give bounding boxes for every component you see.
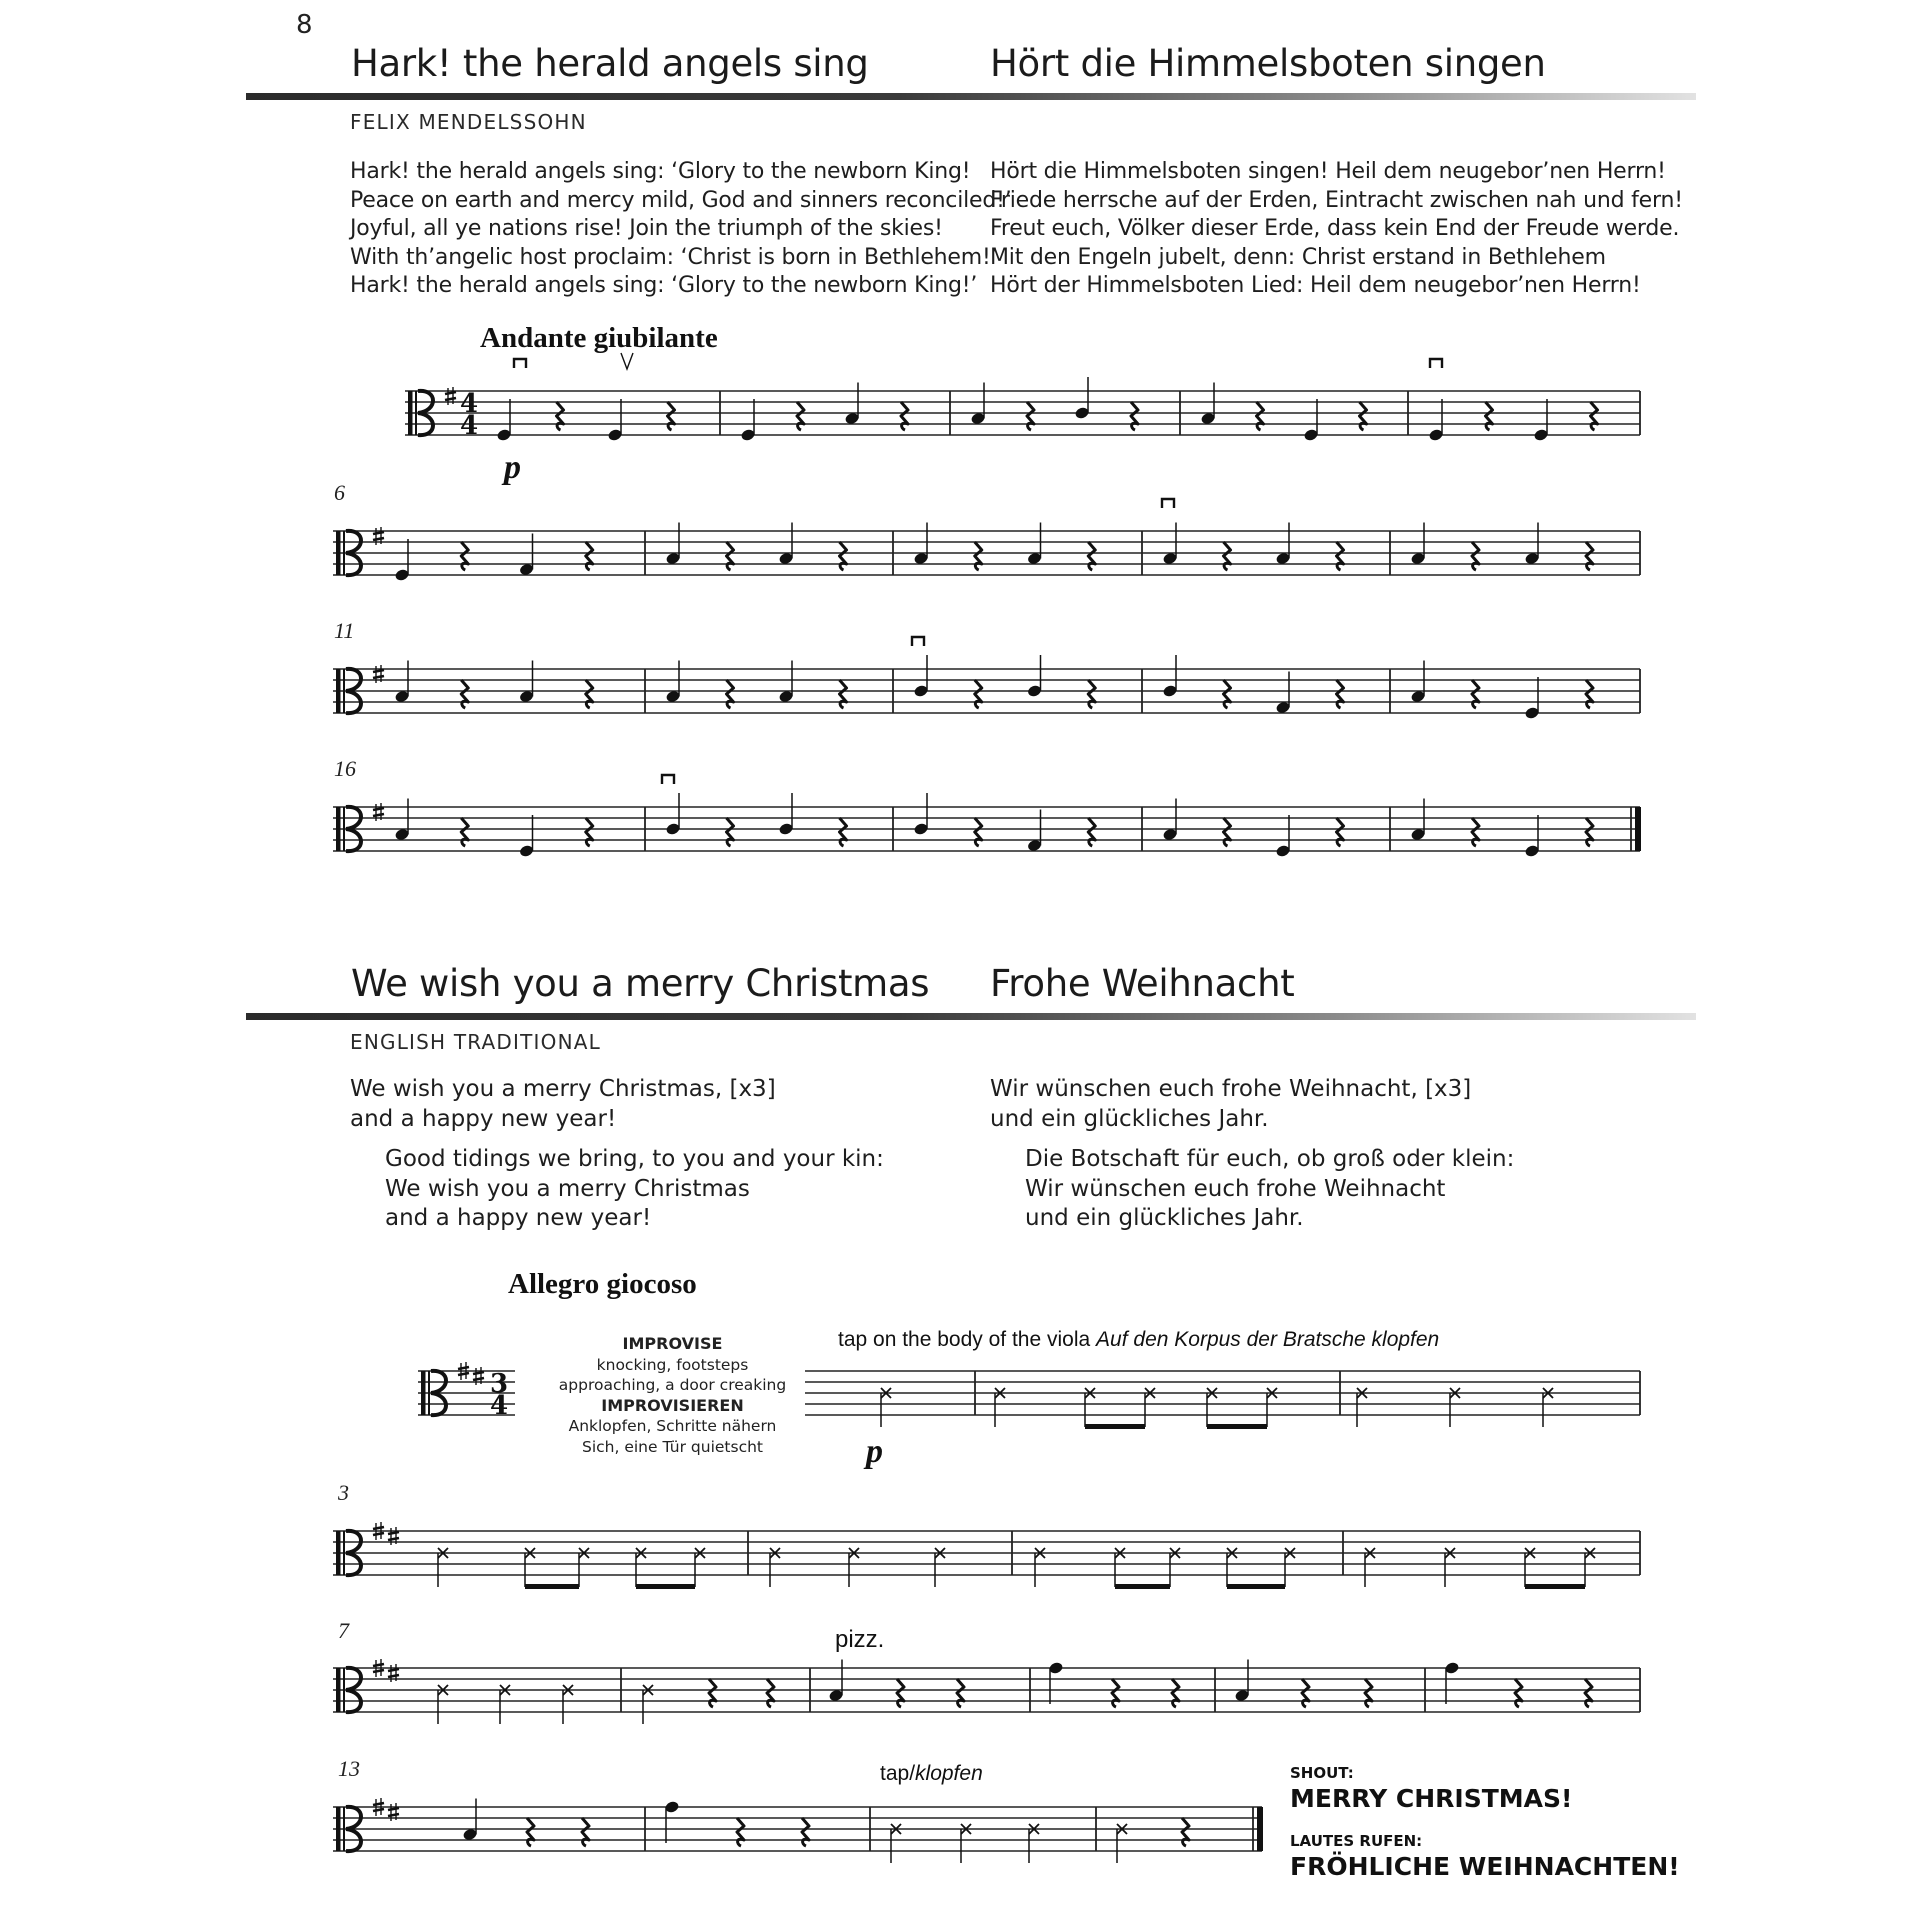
improvise-line: Sich, eine Tür quietscht: [581, 1437, 764, 1456]
sharp-sign: [373, 1670, 384, 1672]
lyric-line: Friede herrsche auf der Erden, Eintracht zwischen nah und fern!: [990, 187, 1683, 213]
quarter-rest: [1182, 1818, 1189, 1846]
alto-clef: [421, 1371, 426, 1415]
sharp-sign: [373, 1803, 384, 1805]
lyric-line: Good tidings we bring, to you and your kin:: [385, 1146, 884, 1172]
quarter-rest: [1586, 542, 1593, 570]
quarter-rest: [1131, 402, 1138, 430]
down-bow-marking: [662, 775, 674, 784]
down-bow-marking: [514, 359, 526, 368]
lyric-line: We wish you a merry Christmas, [x3]: [350, 1076, 776, 1102]
quarter-rest: [727, 818, 734, 846]
improvise-line: knocking, footsteps: [596, 1355, 749, 1374]
quarter-rest: [1088, 680, 1095, 708]
quarter-rest: [586, 818, 593, 846]
beam: [1115, 1584, 1170, 1589]
quarter-rest: [1591, 402, 1598, 430]
alto-clef: [343, 531, 345, 575]
quarter-rest: [840, 680, 847, 708]
sharp-sign: [373, 814, 384, 816]
alto-clef: [343, 1668, 345, 1712]
quarter-rest: [1585, 1679, 1592, 1707]
alto-clef: [343, 807, 345, 851]
quarter-rest: [709, 1679, 716, 1707]
lyric-line: Peace on earth and mercy mild, God and sinners reconciled!’: [350, 187, 1012, 213]
quarter-rest: [802, 1818, 809, 1846]
alto-clef: [336, 1807, 341, 1851]
page-number: 8: [296, 10, 313, 40]
quarter-rest: [1302, 1679, 1309, 1707]
lyric-line: Freut euch, Völker dieser Erde, dass kein End der Freude werde.: [990, 216, 1680, 241]
quarter-rest: [1224, 680, 1231, 708]
lyric-line: Wir wünschen euch frohe Weihnacht, [x3]: [990, 1076, 1472, 1102]
shout-text-de: FRÖHLICHE WEIHNACHTEN!: [1290, 1852, 1680, 1881]
song1-tempo: Andante giubilante: [480, 322, 718, 354]
sharp-sign: [373, 1533, 384, 1535]
quarter-rest: [586, 542, 593, 570]
quarter-rest: [840, 818, 847, 846]
tap-marking-en: tap/: [880, 1762, 916, 1785]
down-bow-marking: [912, 637, 924, 646]
lyric-line: und ein glückliches Jahr.: [1025, 1205, 1304, 1231]
tap-marking-de: klopfen: [915, 1762, 983, 1785]
quarter-rest: [975, 542, 982, 570]
lyric-line: und ein glückliches Jahr.: [990, 1105, 1269, 1132]
lyric-line: We wish you a merry Christmas: [385, 1175, 750, 1202]
sharp-sign: [373, 538, 384, 540]
lyric-line: and a happy new year!: [350, 1105, 617, 1132]
quarter-rest: [461, 818, 468, 846]
time-signature-glyph: 4: [490, 1391, 509, 1421]
quarter-rest: [957, 1679, 964, 1707]
quarter-rest: [1472, 542, 1479, 570]
quarter-rest: [527, 1818, 534, 1846]
alto-clef: [343, 1531, 345, 1575]
quarter-rest: [897, 1679, 904, 1707]
quarter-rest: [1027, 402, 1034, 430]
sharp-sign: [373, 1664, 384, 1666]
down-bow-marking: [1430, 359, 1442, 368]
up-bow-marking: [621, 353, 633, 369]
quarter-rest: [582, 1818, 589, 1846]
sharp-sign: [388, 1814, 399, 1816]
song1-title-de: Hört die Himmelsboten singen: [990, 42, 1546, 85]
measure-number: 13: [338, 1756, 360, 1781]
improvise-heading-de: IMPROVISIEREN: [601, 1395, 744, 1415]
alto-clef: [336, 807, 341, 851]
sharp-sign: [388, 1675, 399, 1677]
song1-title-en: Hark! the herald angels sing: [351, 42, 869, 85]
sharp-sign: [373, 532, 384, 534]
quarter-rest: [797, 402, 804, 430]
time-signature-glyph: 3: [490, 1369, 509, 1399]
improvise-line: Anklopfen, Schritte nähern: [568, 1417, 777, 1435]
sharp-sign: [458, 1373, 469, 1375]
song1-composer: FELIX MENDELSSOHN: [350, 110, 587, 134]
sharp-sign: [445, 392, 456, 394]
quarter-rest: [1088, 542, 1095, 570]
tap-instruction-de: Auf den Korpus der Bratsche klopfen: [1096, 1328, 1440, 1351]
quarter-rest: [1337, 680, 1344, 708]
lyric-line: Hört der Himmelsboten Lied: Heil dem neugebor’nen Herrn!: [990, 273, 1641, 298]
quarter-rest: [1257, 402, 1264, 430]
quarter-rest: [1112, 1679, 1119, 1707]
alto-clef: [336, 1531, 341, 1575]
lyric-line: Wir wünschen euch frohe Weihnacht: [1025, 1175, 1446, 1202]
improvise-heading-en: IMPROVISE: [622, 1334, 723, 1353]
quarter-rest: [840, 542, 847, 570]
shout-label-en: SHOUT:: [1290, 1764, 1354, 1782]
sharp-sign: [473, 1378, 484, 1380]
lyric-line: Hört die Himmelsboten singen! Heil dem neugebor’nen Herrn!: [990, 159, 1666, 184]
quarter-rest: [901, 402, 908, 430]
alto-clef: [343, 669, 345, 713]
lyric-line: Hark! the herald angels sing: ‘Glory to the newborn King!: [350, 159, 971, 184]
lyric-line: Die Botschaft für euch, ob groß oder klein:: [1025, 1146, 1515, 1172]
quarter-rest: [461, 680, 468, 708]
sharp-sign: [458, 1367, 469, 1369]
quarter-rest: [1337, 818, 1344, 846]
beam: [1525, 1584, 1585, 1589]
tap-instruction-en: tap on the body of the viola: [838, 1328, 1091, 1351]
quarter-rest: [1472, 818, 1479, 846]
quarter-rest: [737, 1818, 744, 1846]
sharp-sign: [445, 398, 456, 400]
quarter-rest: [767, 1679, 774, 1707]
sharp-sign: [473, 1372, 484, 1374]
quarter-rest: [1586, 680, 1593, 708]
pizz-marking: pizz.: [835, 1626, 885, 1653]
shout-label-de: LAUTES RUFEN:: [1290, 1832, 1423, 1850]
improvise-line: approaching, a door creaking: [558, 1376, 787, 1394]
quarter-rest: [1586, 818, 1593, 846]
quarter-rest: [1486, 402, 1493, 430]
time-signature-glyph: 4: [460, 389, 479, 419]
quarter-rest: [1472, 680, 1479, 708]
alto-clef: [336, 1668, 341, 1712]
quarter-rest: [461, 542, 468, 570]
beam: [1207, 1424, 1267, 1429]
sharp-sign: [373, 1809, 384, 1811]
quarter-rest: [1172, 1679, 1179, 1707]
sharp-sign: [373, 676, 384, 678]
measure-number: 11: [334, 618, 355, 643]
quarter-rest: [975, 818, 982, 846]
final-barline: [1257, 1807, 1263, 1851]
sharp-sign: [388, 1669, 399, 1671]
dynamic-marking: p: [504, 449, 521, 486]
quarter-rest: [1360, 402, 1367, 430]
lyric-line: With th’angelic host proclaim: ‘Christ is born in Bethlehem!’: [350, 244, 998, 270]
beam: [636, 1584, 695, 1589]
sharp-sign: [388, 1808, 399, 1810]
dynamic-marking: p: [866, 1433, 883, 1470]
quarter-rest: [586, 680, 593, 708]
measure-number: 16: [334, 756, 356, 781]
quarter-rest: [1224, 542, 1231, 570]
song2-title-en: We wish you a merry Christmas: [351, 962, 930, 1005]
quarter-rest: [1515, 1679, 1522, 1707]
alto-clef: [408, 391, 413, 435]
quarter-rest: [668, 402, 675, 430]
quarter-rest: [727, 542, 734, 570]
song2-composer: ENGLISH TRADITIONAL: [350, 1030, 601, 1054]
lyric-line: Joyful, all ye nations rise! Join the triumph of the skies!: [350, 216, 943, 241]
quarter-rest: [1224, 818, 1231, 846]
beam: [1085, 1424, 1145, 1429]
alto-clef: [343, 1807, 345, 1851]
sharp-sign: [373, 670, 384, 672]
beam: [1227, 1584, 1285, 1589]
quarter-rest: [1088, 818, 1095, 846]
lyric-line: Mit den Engeln jubelt, denn: Christ erstand in Bethlehem: [990, 244, 1606, 270]
song2-tempo: Allegro giocoso: [508, 1268, 697, 1300]
down-bow-marking: [1162, 499, 1174, 508]
quarter-rest: [1365, 1679, 1372, 1707]
sharp-sign: [388, 1538, 399, 1540]
alto-clef: [415, 391, 417, 435]
quarter-rest: [1337, 542, 1344, 570]
quarter-rest: [557, 402, 564, 430]
quarter-rest: [727, 680, 734, 708]
shout-text-en: MERRY CHRISTMAS!: [1290, 1784, 1573, 1813]
quarter-rest: [975, 680, 982, 708]
beam: [525, 1584, 579, 1589]
alto-clef: [336, 669, 341, 713]
lyric-line: Hark! the herald angels sing: ‘Glory to the newborn King!’: [350, 273, 978, 298]
sharp-sign: [373, 808, 384, 810]
sharp-sign: [388, 1532, 399, 1534]
alto-clef: [336, 531, 341, 575]
measure-number: 3: [338, 1480, 349, 1505]
measure-number: 7: [338, 1618, 349, 1643]
sharp-sign: [373, 1527, 384, 1529]
song2-title-de: Frohe Weihnacht: [990, 962, 1295, 1005]
alto-clef: [428, 1371, 430, 1415]
time-signature-glyph: 4: [460, 411, 479, 441]
measure-number: 6: [334, 480, 345, 505]
lyric-line: and a happy new year!: [385, 1205, 652, 1231]
final-barline: [1635, 807, 1641, 851]
